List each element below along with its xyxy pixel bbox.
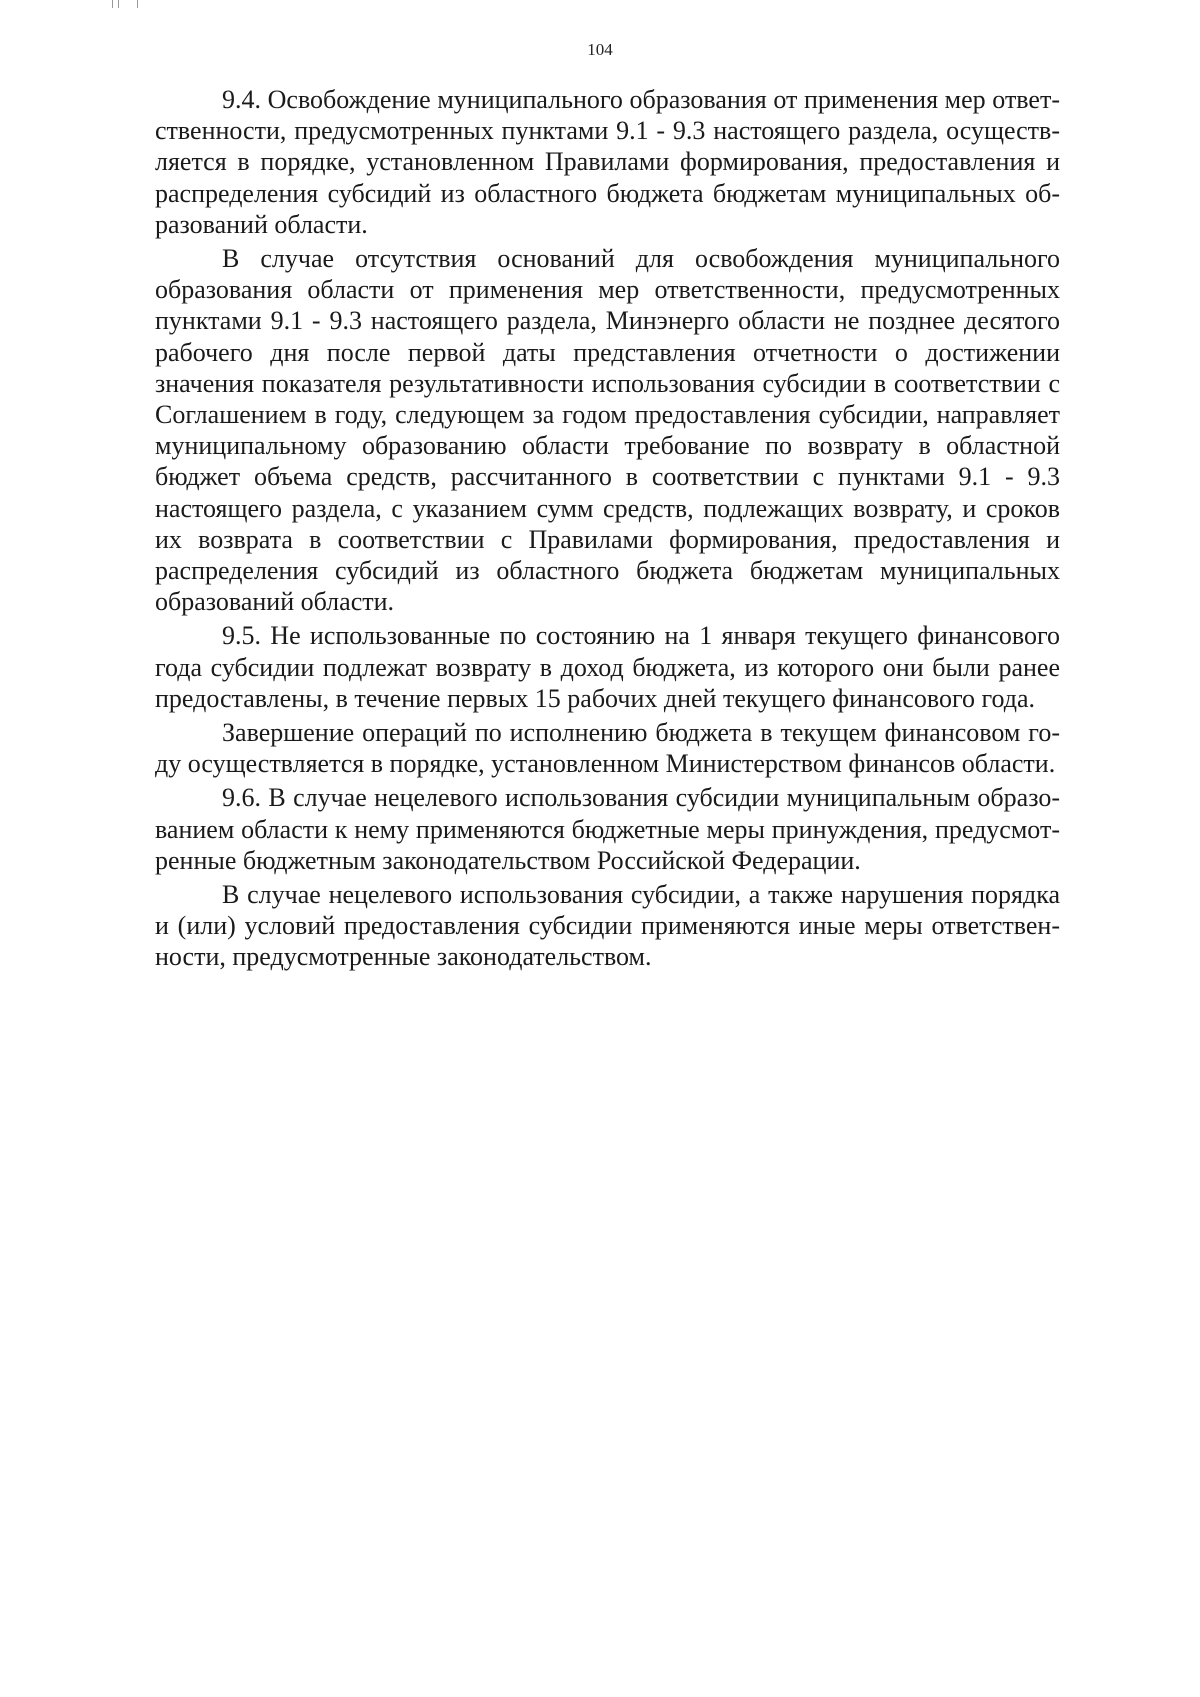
paragraph-9-5-continued: Завершение операций по исполнению бюджета в текущем финансовом году осуществляется в порядке, установленном Министерством финансов области. bbox=[155, 718, 1060, 779]
page-number: 104 bbox=[587, 40, 613, 59]
paragraph-9-4-continued: В случае отсутствия оснований для освобождения муниципального образования области от применения мер ответственности, предусмотренных пунктами 9.1 - 9.3 настоящего раздела, Минэнерго области не позднее десятого рабочего дня после первой даты представления отчетности о достижении значения показателя результативности использования субсидии в соответствии с Соглашением в году, следующем за годом предоставления субсидии, направляет муниципальному образованию области требование по возврату в областной бюджет объема средств, рассчитанного в соответствии с пунктами 9.1 - 9.3 настоящего раздела, с указанием сумм средств, подлежащих возврату, и сроков их возврата в соответствии с Правилами формирования, предоставления и распределения субсидий из областного бюджета бюджетам муниципальных образований области. bbox=[155, 244, 1060, 617]
document-body bbox=[155, 84, 1060, 976]
paragraph-9-4: 9.4. Освобождение муниципального образования от применения мер ответственности, предусмотренных пунктами 9.1 - 9.3 настоящего раздела, осуществляется в порядке, установленном Правилами формирования, предоставления и распределения субсидий из областного бюджета бюджетам муниципальных образований области. bbox=[155, 85, 1060, 239]
paragraph-9-5: 9.5. Не использованные по состоянию на 1 января текущего финансового года субсидии подлежат возврату в доход бюджета, из которого они были ранее предоставлены, в течение первых 15 рабочих дней текущего финансового года. bbox=[155, 621, 1060, 713]
paragraph-9-6: 9.6. В случае нецелевого использования субсидии муниципальным образованием области к нему применяются бюджетные меры принуждения, предусмотренные бюджетным законодательством Российской Федерации. bbox=[155, 783, 1060, 875]
paragraph-9-6-continued: В случае нецелевого использования субсидии, а также нарушения порядка и (или) условий предоставления субсидии применяются иные меры ответственности, предусмотренные законодательством. bbox=[155, 880, 1060, 972]
scan-artifact-marks bbox=[112, 0, 142, 8]
